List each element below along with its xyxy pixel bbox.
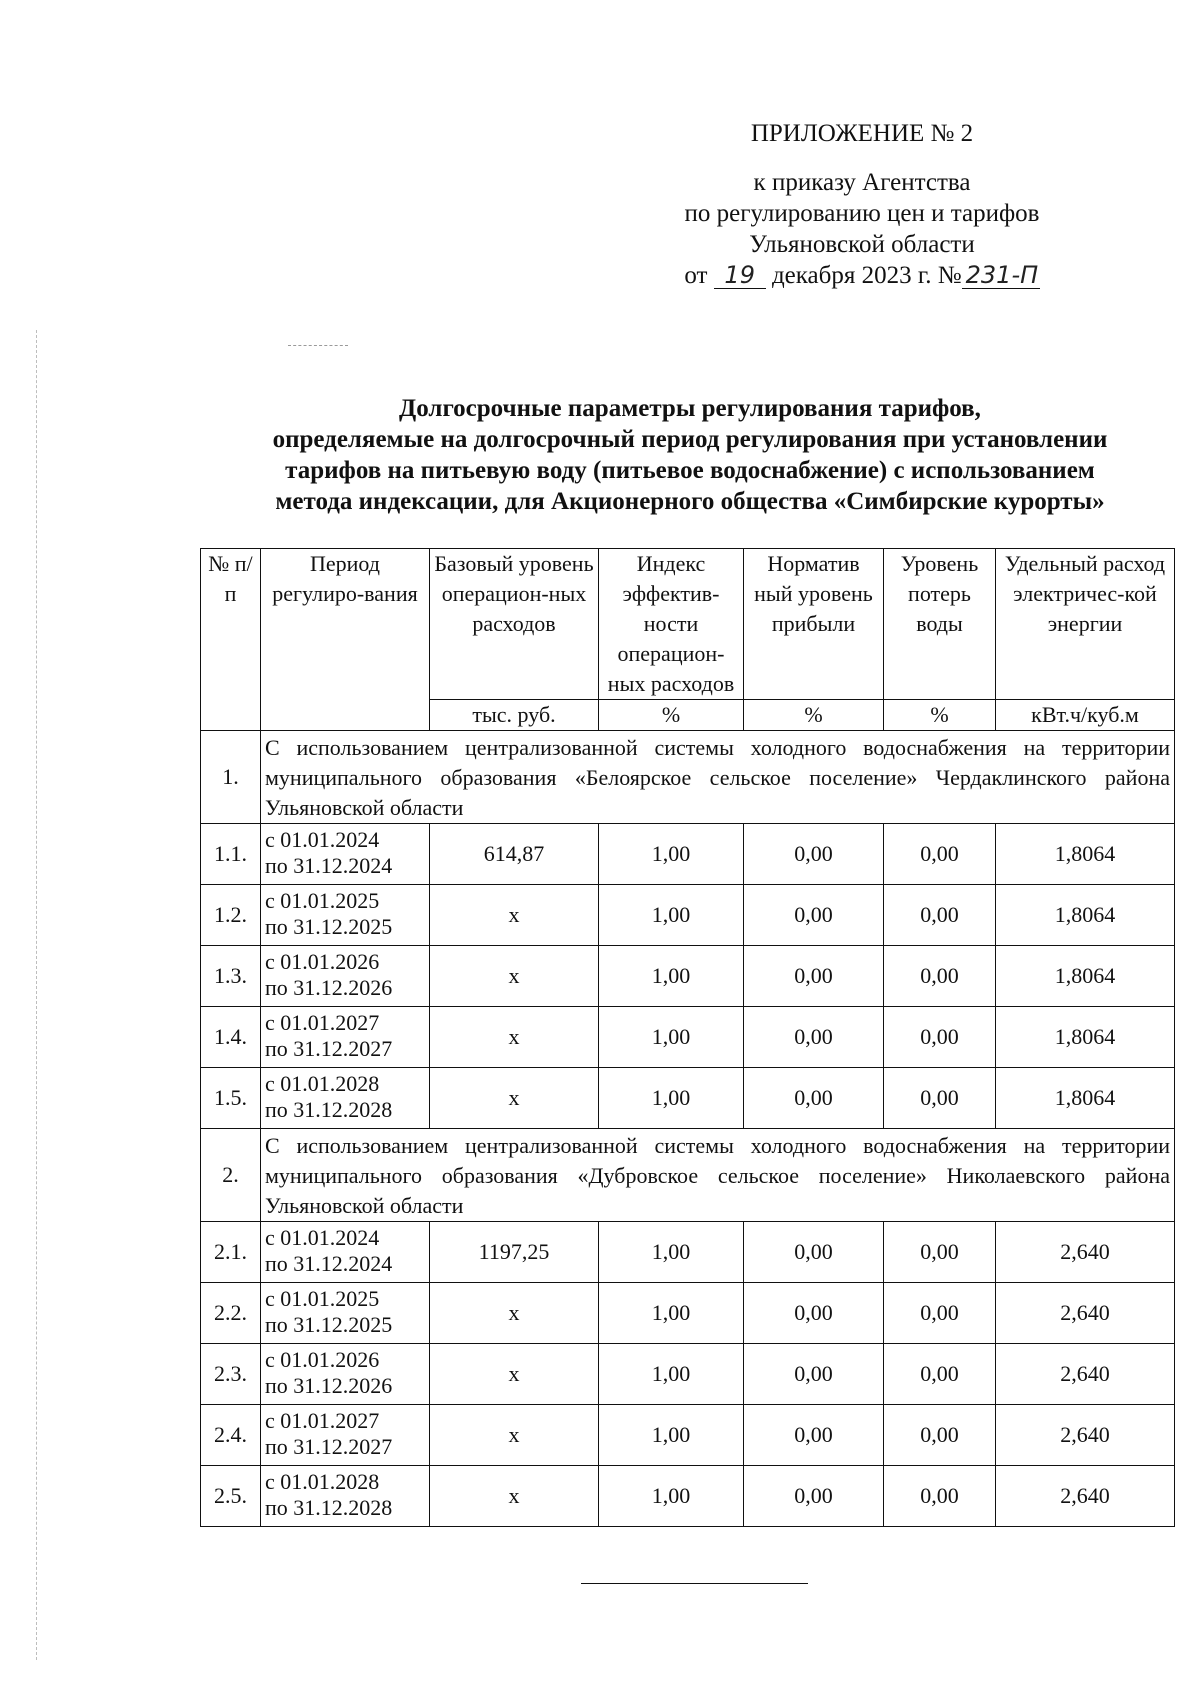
table-row [201, 1222, 1175, 1283]
table-row [201, 1283, 1175, 1344]
energy-rate-cell: 2,640 [996, 1283, 1175, 1344]
appendix-line-1: к приказу Агентства [753, 169, 971, 196]
water-losses-cell: 0,00 [884, 1466, 996, 1527]
period-cell [261, 1344, 430, 1405]
base-opex-cell: х [430, 1405, 599, 1466]
table-row [201, 1007, 1175, 1068]
profit-level-cell: 0,00 [744, 1466, 884, 1527]
water-losses-cell: 0,00 [884, 1007, 996, 1068]
period-from: с 01.01.2027 [265, 1408, 380, 1433]
section-title: С использованием централизованной системы холодного водоснабжения на территории муниципального образования «Белоярское сельское поселение» Чердаклинского района Ульяновской области [261, 731, 1175, 824]
period-cell [261, 824, 430, 885]
energy-rate-cell: 1,8064 [996, 824, 1175, 885]
period-from: с 01.01.2026 [265, 1347, 380, 1372]
energy-rate-cell: 1,8064 [996, 946, 1175, 1007]
heading-line-4: метода индексации, для Акционерного общества «Симбирские курорты» [275, 488, 1105, 515]
profit-level-cell: 0,00 [744, 1283, 884, 1344]
appendix-month-year: декабря 2023 г. № [771, 262, 962, 289]
efficiency-index-cell: 1,00 [599, 1222, 744, 1283]
profit-level-cell: 0,00 [744, 1222, 884, 1283]
period-from: с 01.01.2025 [265, 1286, 380, 1311]
header-cell: Норматив ный уровень прибыли [744, 549, 884, 700]
efficiency-index-cell: 1,00 [599, 1466, 744, 1527]
heading-line-1: Долгосрочные параметры регулирования тарифов, [399, 395, 981, 422]
row-number: 1.2. [201, 885, 261, 946]
period-cell [261, 1283, 430, 1344]
water-losses-cell: 0,00 [884, 946, 996, 1007]
water-losses-cell: 0,00 [884, 1344, 996, 1405]
period-from: с 01.01.2028 [265, 1071, 380, 1096]
energy-rate-cell: 1,8064 [996, 1007, 1175, 1068]
period-from: с 01.01.2026 [265, 949, 380, 974]
efficiency-index-cell: 1,00 [599, 824, 744, 885]
unit-cell: % [599, 700, 744, 731]
row-number: 1.5. [201, 1068, 261, 1129]
appendix-line-2: по регулированию цен и тарифов [684, 200, 1040, 227]
period-from: с 01.01.2024 [265, 827, 380, 852]
period-from: с 01.01.2028 [265, 1469, 380, 1494]
period-to: по 31.12.2025 [265, 914, 393, 939]
energy-rate-cell: 2,640 [996, 1466, 1175, 1527]
efficiency-index-cell: 1,00 [599, 946, 744, 1007]
efficiency-index-cell: 1,00 [599, 1007, 744, 1068]
appendix-title: ПРИЛОЖЕНИЕ № 2 [750, 120, 974, 147]
row-number: 2.2. [201, 1283, 261, 1344]
section-row [201, 731, 1175, 824]
document-heading [190, 393, 1190, 517]
header-cell: Базовый уровень операцион-ных расходов [430, 549, 599, 700]
header-cell: Удельный расход электричес-кой энергии [996, 549, 1175, 700]
period-to: по 31.12.2026 [265, 975, 393, 1000]
base-opex-cell: х [430, 1007, 599, 1068]
table-body [201, 549, 1175, 1527]
row-number: 1.1. [201, 824, 261, 885]
appendix-block [652, 118, 1072, 291]
footer-rule [581, 1583, 808, 1584]
period-cell [261, 1007, 430, 1068]
period-from: с 01.01.2027 [265, 1010, 380, 1035]
profit-level-cell: 0,00 [744, 885, 884, 946]
appendix-from: от [684, 262, 708, 289]
period-cell [261, 1405, 430, 1466]
period-cell [261, 1068, 430, 1129]
profit-level-cell: 0,00 [744, 1007, 884, 1068]
energy-rate-cell: 1,8064 [996, 885, 1175, 946]
tariff-parameters-table [200, 548, 1175, 1527]
period-to: по 31.12.2027 [265, 1036, 393, 1061]
efficiency-index-cell: 1,00 [599, 1405, 744, 1466]
water-losses-cell: 0,00 [884, 1068, 996, 1129]
base-opex-cell: х [430, 1344, 599, 1405]
table-row [201, 1344, 1175, 1405]
row-number: 2.4. [201, 1405, 261, 1466]
efficiency-index-cell: 1,00 [599, 1344, 744, 1405]
efficiency-index-cell: 1,00 [599, 1068, 744, 1129]
heading-line-3: тарифов на питьевую воду (питьевое водоснабжение) с использованием [285, 457, 1095, 484]
water-losses-cell: 0,00 [884, 1222, 996, 1283]
section-title: С использованием централизованной системы холодного водоснабжения на территории муниципального образования «Дубровское сельское поселение» Николаевского района Ульяновской области [261, 1129, 1175, 1222]
period-to: по 31.12.2026 [265, 1373, 393, 1398]
efficiency-index-cell: 1,00 [599, 1283, 744, 1344]
stray-scan-mark [288, 345, 348, 346]
period-cell [261, 1222, 430, 1283]
row-number: 2.3. [201, 1344, 261, 1405]
base-opex-cell: х [430, 1466, 599, 1527]
energy-rate-cell: 2,640 [996, 1405, 1175, 1466]
profit-level-cell: 0,00 [744, 824, 884, 885]
efficiency-index-cell: 1,00 [599, 885, 744, 946]
appendix-line-3: Ульяновской области [749, 231, 975, 258]
base-opex-cell: х [430, 1068, 599, 1129]
water-losses-cell: 0,00 [884, 885, 996, 946]
table-row [201, 1405, 1175, 1466]
base-opex-cell: х [430, 946, 599, 1007]
water-losses-cell: 0,00 [884, 824, 996, 885]
period-to: по 31.12.2028 [265, 1495, 393, 1520]
row-number: 1.3. [201, 946, 261, 1007]
energy-rate-cell: 2,640 [996, 1344, 1175, 1405]
period-to: по 31.12.2025 [265, 1312, 393, 1337]
table-row [201, 1068, 1175, 1129]
profit-level-cell: 0,00 [744, 1068, 884, 1129]
base-opex-cell: х [430, 1283, 599, 1344]
period-cell [261, 946, 430, 1007]
period-from: с 01.01.2025 [265, 888, 380, 913]
section-row [201, 1129, 1175, 1222]
row-number: 1.4. [201, 1007, 261, 1068]
period-to: по 31.12.2024 [265, 853, 393, 878]
header-cell: № п/п [201, 549, 261, 731]
unit-cell: % [884, 700, 996, 731]
header-cell: Уровень потерь воды [884, 549, 996, 700]
heading-line-2: определяемые на долгосрочный период регулирования при установлении [272, 426, 1108, 453]
profit-level-cell: 0,00 [744, 1405, 884, 1466]
period-cell [261, 885, 430, 946]
profit-level-cell: 0,00 [744, 946, 884, 1007]
row-number: 2.5. [201, 1466, 261, 1527]
base-opex-cell: 1197,25 [430, 1222, 599, 1283]
water-losses-cell: 0,00 [884, 1405, 996, 1466]
header-cell: Период регулиро-вания [261, 549, 430, 731]
table-row [201, 1466, 1175, 1527]
row-number: 2.1. [201, 1222, 261, 1283]
unit-cell: % [744, 700, 884, 731]
section-number: 1. [201, 731, 261, 824]
table-row [201, 824, 1175, 885]
handwritten-order-number: 231-П [962, 262, 1040, 289]
header-cell: Индекс эффектив-ности операцион-ных расходов [599, 549, 744, 700]
table-row [201, 946, 1175, 1007]
period-to: по 31.12.2024 [265, 1251, 393, 1276]
water-losses-cell: 0,00 [884, 1283, 996, 1344]
header-row [201, 549, 1175, 700]
energy-rate-cell: 1,8064 [996, 1068, 1175, 1129]
period-to: по 31.12.2028 [265, 1097, 393, 1122]
profit-level-cell: 0,00 [744, 1344, 884, 1405]
appendix-date-line [652, 260, 1072, 291]
unit-cell: тыс. руб. [430, 700, 599, 731]
base-opex-cell: 614,87 [430, 824, 599, 885]
scan-margin-line [36, 330, 38, 1660]
period-from: с 01.01.2024 [265, 1225, 380, 1250]
energy-rate-cell: 2,640 [996, 1222, 1175, 1283]
unit-cell: кВт.ч/куб.м [996, 700, 1175, 731]
table-row [201, 885, 1175, 946]
handwritten-day: 19 [714, 262, 766, 289]
period-cell [261, 1466, 430, 1527]
base-opex-cell: х [430, 885, 599, 946]
section-number: 2. [201, 1129, 261, 1222]
period-to: по 31.12.2027 [265, 1434, 393, 1459]
